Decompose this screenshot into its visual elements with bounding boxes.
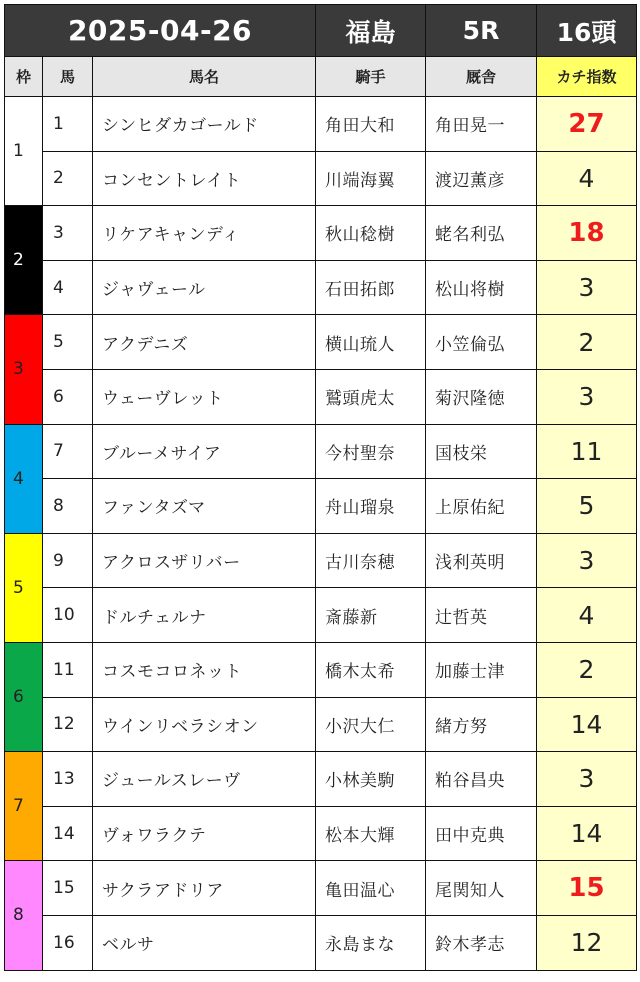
jockey-name: 角田大和 xyxy=(316,97,426,152)
horse-number: 10 xyxy=(43,588,93,643)
horse-number: 7 xyxy=(43,424,93,479)
trainer-name: 菊沢隆徳 xyxy=(426,369,537,424)
waku-cell: 7 xyxy=(5,752,43,861)
horse-number: 14 xyxy=(43,806,93,861)
horse-number: 13 xyxy=(43,752,93,807)
jockey-name: 小沢大仁 xyxy=(316,697,426,752)
kachi-score: 2 xyxy=(537,642,637,697)
jockey-name: 横山琉人 xyxy=(316,315,426,370)
jockey-name: 松本大輝 xyxy=(316,806,426,861)
jockey-name: 亀田温心 xyxy=(316,861,426,916)
race-table xyxy=(4,4,637,971)
horse-name: ジャヴェール xyxy=(93,260,316,315)
race-number: 5R xyxy=(426,5,537,57)
kachi-score: 3 xyxy=(537,533,637,588)
waku-cell: 4 xyxy=(5,424,43,533)
table-row xyxy=(5,697,637,752)
jockey-name: 川端海翼 xyxy=(316,151,426,206)
horse-number: 12 xyxy=(43,697,93,752)
table-row xyxy=(5,533,637,588)
horse-number: 3 xyxy=(43,206,93,261)
column-header-waku: 枠 xyxy=(5,57,43,97)
trainer-name: 渡辺薫彦 xyxy=(426,151,537,206)
table-row xyxy=(5,315,637,370)
column-header-jockey: 騎手 xyxy=(316,57,426,97)
column-header-horse: 馬名 xyxy=(93,57,316,97)
horse-name: リケアキャンディ xyxy=(93,206,316,261)
kachi-score: 12 xyxy=(537,915,637,970)
trainer-name: 小笠倫弘 xyxy=(426,315,537,370)
trainer-name: 国枝栄 xyxy=(426,424,537,479)
horse-name: ベルサ xyxy=(93,915,316,970)
jockey-name: 秋山稔樹 xyxy=(316,206,426,261)
table-row xyxy=(5,752,637,807)
horse-number: 9 xyxy=(43,533,93,588)
column-header-trainer: 厩舎 xyxy=(426,57,537,97)
horse-number: 2 xyxy=(43,151,93,206)
venue: 福島 xyxy=(316,5,426,57)
jockey-name: 小林美駒 xyxy=(316,752,426,807)
trainer-name: 田中克典 xyxy=(426,806,537,861)
trainer-name: 上原佑紀 xyxy=(426,479,537,534)
table-row xyxy=(5,588,637,643)
table-row xyxy=(5,206,637,261)
trainer-name: 浅利英明 xyxy=(426,533,537,588)
kachi-score: 4 xyxy=(537,151,637,206)
table-row xyxy=(5,806,637,861)
horse-name: ウインリベラシオン xyxy=(93,697,316,752)
kachi-score: 18 xyxy=(537,206,637,261)
horse-name: シンヒダカゴールド xyxy=(93,97,316,152)
horse-number: 4 xyxy=(43,260,93,315)
kachi-score: 14 xyxy=(537,806,637,861)
jockey-name: 今村聖奈 xyxy=(316,424,426,479)
horse-number: 16 xyxy=(43,915,93,970)
kachi-score: 2 xyxy=(537,315,637,370)
table-row xyxy=(5,479,637,534)
waku-cell: 5 xyxy=(5,533,43,642)
table-row xyxy=(5,260,637,315)
kachi-score: 15 xyxy=(537,861,637,916)
jockey-name: 橋木太希 xyxy=(316,642,426,697)
trainer-name: 松山将樹 xyxy=(426,260,537,315)
kachi-score: 27 xyxy=(537,97,637,152)
table-row xyxy=(5,642,637,697)
horse-number: 6 xyxy=(43,369,93,424)
trainer-name: 鈴木孝志 xyxy=(426,915,537,970)
trainer-name: 緒方努 xyxy=(426,697,537,752)
horse-name: ヴォワラクテ xyxy=(93,806,316,861)
table-row xyxy=(5,151,637,206)
horse-name: コンセントレイト xyxy=(93,151,316,206)
kachi-score: 3 xyxy=(537,260,637,315)
race-card xyxy=(4,4,636,971)
table-row xyxy=(5,424,637,479)
jockey-name: 舟山瑠泉 xyxy=(316,479,426,534)
kachi-score: 3 xyxy=(537,369,637,424)
waku-cell: 1 xyxy=(5,97,43,206)
kachi-score: 5 xyxy=(537,479,637,534)
horse-number: 15 xyxy=(43,861,93,916)
kachi-score: 14 xyxy=(537,697,637,752)
waku-cell: 3 xyxy=(5,315,43,424)
horse-name: ファンタズマ xyxy=(93,479,316,534)
jockey-name: 斎藤新 xyxy=(316,588,426,643)
jockey-name: 鷲頭虎太 xyxy=(316,369,426,424)
table-row xyxy=(5,861,637,916)
horse-name: ジュールスレーヴ xyxy=(93,752,316,807)
jockey-name: 古川奈穂 xyxy=(316,533,426,588)
horse-name: ブルーメサイア xyxy=(93,424,316,479)
trainer-name: 加藤士津 xyxy=(426,642,537,697)
kachi-score: 4 xyxy=(537,588,637,643)
horse-number: 1 xyxy=(43,97,93,152)
jockey-name: 石田拓郎 xyxy=(316,260,426,315)
horse-name: ドルチェルナ xyxy=(93,588,316,643)
column-header-row xyxy=(5,57,637,97)
waku-cell: 6 xyxy=(5,642,43,751)
column-header-score: カチ指数 xyxy=(537,57,637,97)
jockey-name: 永島まな xyxy=(316,915,426,970)
runner-count: 16頭 xyxy=(537,5,637,57)
kachi-score: 3 xyxy=(537,752,637,807)
horse-number: 5 xyxy=(43,315,93,370)
horse-name: アクロスザリバー xyxy=(93,533,316,588)
kachi-score: 11 xyxy=(537,424,637,479)
horse-name: コスモコロネット xyxy=(93,642,316,697)
trainer-name: 粕谷昌央 xyxy=(426,752,537,807)
column-header-umaban: 馬 xyxy=(43,57,93,97)
table-row xyxy=(5,915,637,970)
horse-number: 8 xyxy=(43,479,93,534)
trainer-name: 尾関知人 xyxy=(426,861,537,916)
horse-name: ウェーヴレット xyxy=(93,369,316,424)
horse-number: 11 xyxy=(43,642,93,697)
horse-name: サクラアドリア xyxy=(93,861,316,916)
trainer-name: 角田晃一 xyxy=(426,97,537,152)
trainer-name: 蛯名利弘 xyxy=(426,206,537,261)
race-date: 2025-04-26 xyxy=(5,5,316,57)
table-row xyxy=(5,369,637,424)
race-header xyxy=(5,5,637,57)
waku-cell: 2 xyxy=(5,206,43,315)
waku-cell: 8 xyxy=(5,861,43,970)
trainer-name: 辻哲英 xyxy=(426,588,537,643)
table-row xyxy=(5,97,637,152)
horse-name: アクデニズ xyxy=(93,315,316,370)
